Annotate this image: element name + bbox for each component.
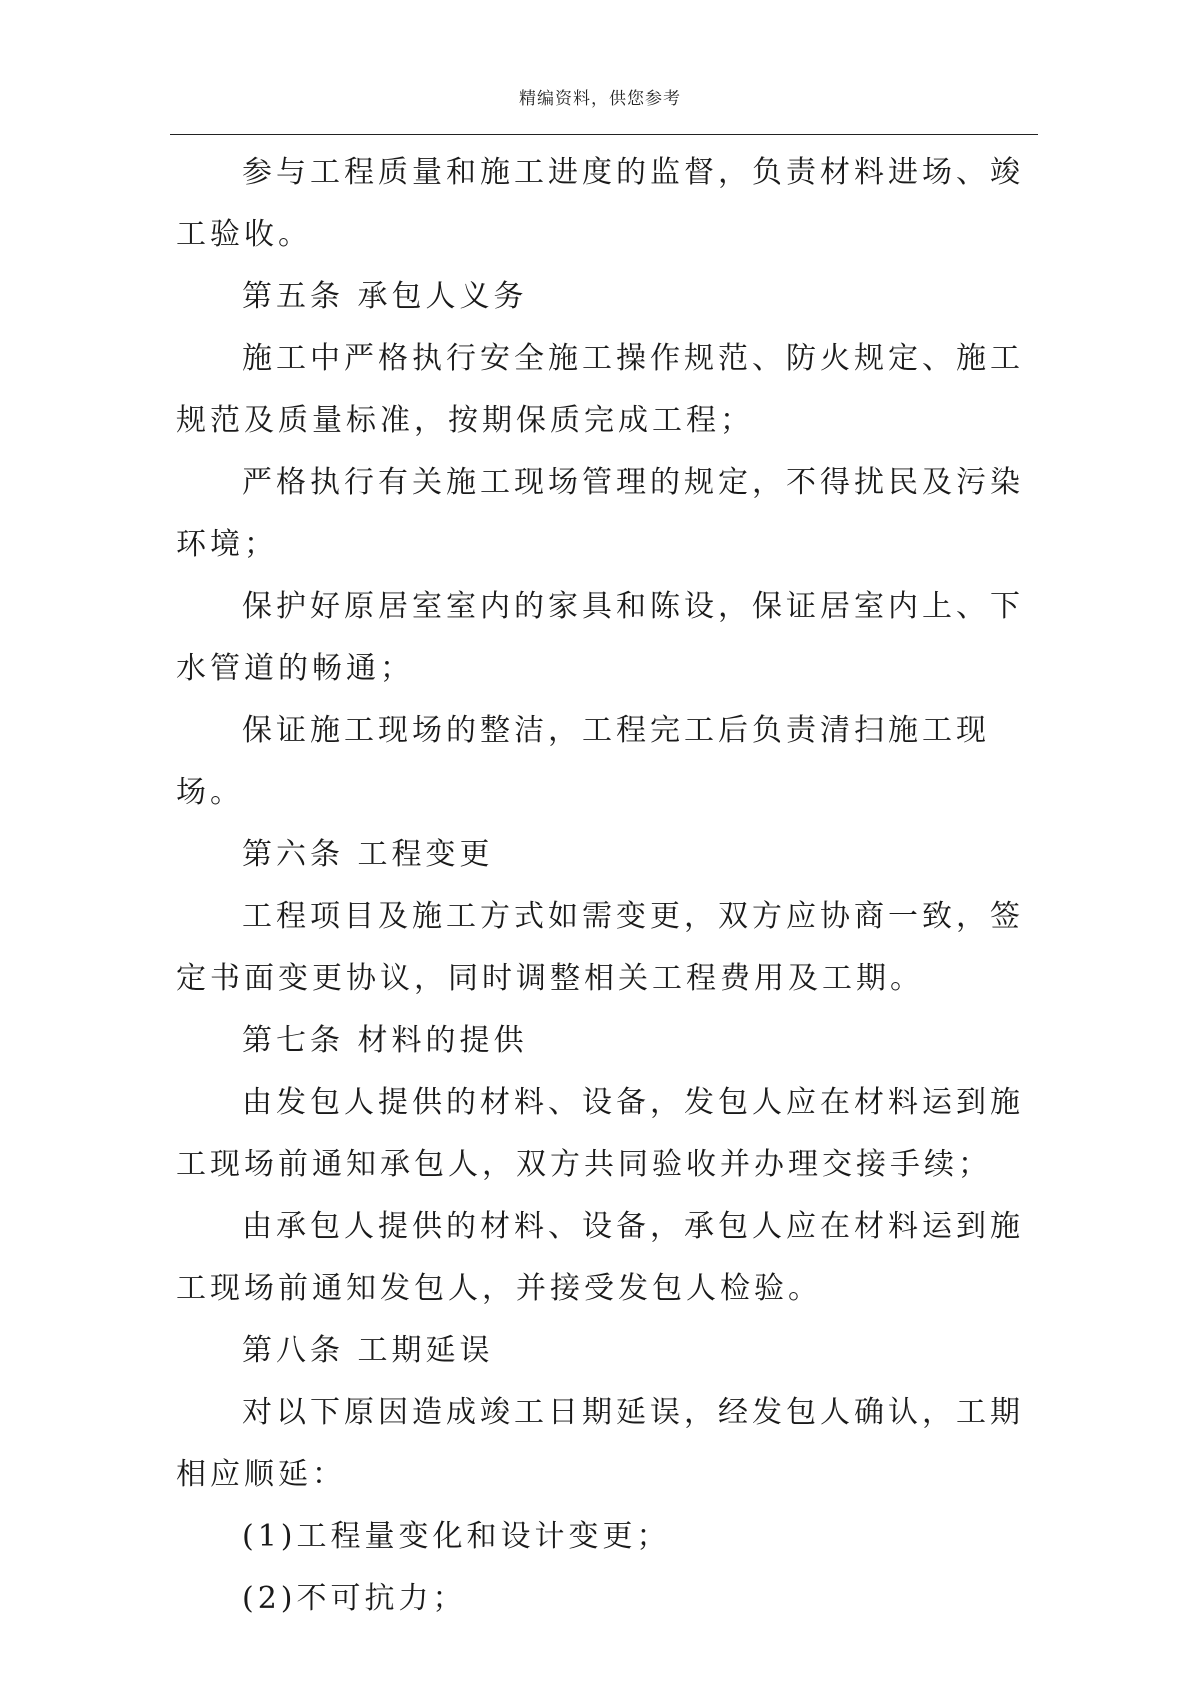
header-divider [170,134,1038,135]
document-body [176,142,1040,1630]
list-item-2: (2)不可抗力； [242,1581,467,1616]
article-7-heading: 第七条 材料的提供 [242,1023,528,1058]
paragraph-change-agreement: 工程项目及施工方式如需变更，双方应协商一致，签定书面变更协议，同时调整相关工程费用及工期。 [176,899,1024,996]
paragraph-site-management: 严格执行有关施工现场管理的规定，不得扰民及污染环境； [176,465,1024,562]
article-5-heading: 第五条 承包人义务 [242,279,528,314]
paragraph-supervision: 参与工程质量和施工进度的监督，负责材料进场、竣工验收。 [176,155,1024,252]
article-6-heading: 第六条 工程变更 [242,837,494,872]
paragraph-employer-materials: 由发包人提供的材料、设备，发包人应在材料运到施工现场前通知承包人，双方共同验收并办理交接手续； [176,1085,1024,1182]
paragraph-safety-standards: 施工中严格执行安全施工操作规范、防火规定、施工规范及质量标准，按期保质完成工程； [176,341,1024,438]
list-item-1: (1)工程量变化和设计变更； [242,1519,671,1554]
paragraph-protect-furniture: 保护好原居室室内的家具和陈设，保证居室内上、下水管道的畅通； [176,589,1024,686]
paragraph-delay-causes: 对以下原因造成竣工日期延误，经发包人确认，工期相应顺延： [176,1395,1024,1492]
page-header: 精编资料，供您参考 [519,89,681,109]
paragraph-contractor-materials: 由承包人提供的材料、设备，承包人应在材料运到施工现场前通知发包人，并接受发包人检验。 [176,1209,1024,1306]
article-8-heading: 第八条 工期延误 [242,1333,494,1368]
paragraph-site-cleanliness: 保证施工现场的整洁，工程完工后负责清扫施工现场。 [176,713,990,810]
